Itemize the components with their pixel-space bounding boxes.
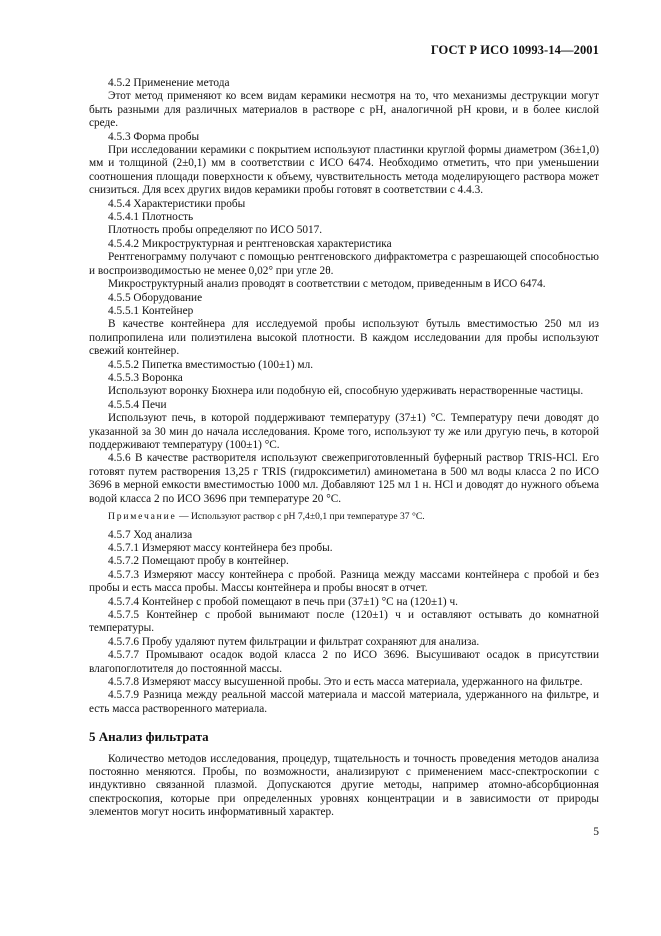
document-header: ГОСТ Р ИСО 10993-14—2001 bbox=[430, 43, 599, 57]
note-label: Примечание bbox=[108, 511, 177, 522]
paragraph: Используют воронку Бюхнера или подобную ей, способную удерживать нерастворенные частицы. bbox=[108, 385, 584, 398]
section-5-title: 5 Анализ фильтрата bbox=[89, 729, 209, 745]
paragraph: 4.5.7.3 Измеряют массу контейнера с пробой. Разница между массами контейнера с пробой и без пробы и есть масса пробы. Массы контейнера и пробы вносят в отчет. bbox=[89, 568, 599, 595]
paragraph: Этот метод применяют ко всем видам керамики несмотря на то, что механизмы деструкции могут быть разными для различных материалов в растворе с pH, аналогичной pH крови, и в более кислой среде. bbox=[89, 90, 599, 130]
paragraph: 4.5.7.9 Разница между реальной массой материала и массой материала, удержанного на фильтре, и есть масса растворенного материала. bbox=[89, 689, 599, 715]
paragraph: 4.5.7.5 Контейнер с пробой вынимают после (120±1) ч и оставляют остывать до комнатной температуры. bbox=[89, 608, 599, 635]
paragraph: Рентгенограмму получают с помощью рентгеновского дифрактометра с разрешающей способностью и воспроизводимостью не менее 0,02° при угле 2θ. bbox=[89, 251, 599, 277]
paragraph: 4.5.4.1 Плотность bbox=[108, 211, 194, 224]
paragraph: В качестве контейнера для исследуемой пробы используют бутыль вместимостью 250 мл из полипропилена или полиэтилена высокой плотности. В каждом исследовании для пробы используют свежий контейнер. bbox=[89, 318, 599, 358]
paragraph: Микроструктурный анализ проводят в соответствии с методом, приведенным в ИСО 6474. bbox=[108, 278, 546, 291]
note-text: — Используют раствор с pH 7,4±0,1 при температуре 37 °С. bbox=[176, 511, 425, 522]
paragraph: 4.5.5.3 Воронка bbox=[108, 371, 183, 384]
paragraph: 4.5.3 Форма пробы bbox=[108, 130, 200, 143]
section-5-text: Количество методов исследования, процедур, тщательность и точность проведения методов анализа постоянно меняются. Пробы, по возможности, анализируют с применением масс-спектроскопии с индуктивно связанной плазмой. Допускаются другие методы, например атомно-абсорбционная спектроскопия, которые при определенных уровнях концентрации и в зависимости от природы элементов могут носить информативный характер. bbox=[89, 752, 599, 819]
paragraph: 4.5.5.4 Печи bbox=[108, 398, 167, 411]
document-body bbox=[89, 77, 599, 820]
page-number: 5 bbox=[593, 826, 599, 838]
paragraph: 4.5.4 Характеристики пробы bbox=[108, 197, 246, 210]
paragraph: 4.5.7.7 Промывают осадок водой класса 2 по ИСО 3696. Высушивают осадок в присутствии влагопоглотителя до постоянной массы. bbox=[89, 649, 599, 675]
paragraph: 4.5.4.2 Микроструктурная и рентгеновская характеристика bbox=[108, 237, 392, 250]
paragraph: При исследовании керамики с покрытием используют пластинки круглой формы диаметром (36±1,0) мм и толщиной (2±0,1) мм в соответствии с ИСО 6474. Необходимо отметить, что при уменьшении соотношения площади поверхности к объему, чувствительность метода моделирующего раствора может снизиться. Для всех других видов керамики пробы готовят в соответствии с 4.4.3. bbox=[89, 144, 599, 197]
paragraph: 4.5.7.8 Измеряют массу высушенной пробы. Это и есть масса материала, удержанного на фильтре. bbox=[108, 675, 583, 688]
paragraph: Используют печь, в которой поддерживают температуру (37±1) °С. Температуру печи доводят до указанной за 30 мин до начала исследования. Кроме того, используют ту же или другую печь, в которой поддерживают температуру (100±1) °С. bbox=[89, 412, 599, 451]
paragraph: 4.5.5.2 Пипетка вместимостью (100±1) мл. bbox=[108, 358, 314, 371]
paragraph: 4.5.7.1 Измеряют массу контейнера без пробы. bbox=[108, 541, 333, 554]
paragraph: 4.5.7 Ход анализа bbox=[108, 528, 193, 541]
paragraph: 4.5.5.1 Контейнер bbox=[108, 304, 194, 317]
note bbox=[89, 511, 599, 524]
paragraph: 4.5.7.6 Пробу удаляют путем фильтрации и фильтрат сохраняют для анализа. bbox=[108, 635, 480, 648]
paragraph: 4.5.2 Применение метода bbox=[108, 77, 230, 89]
paragraph: 4.5.5 Оборудование bbox=[108, 291, 203, 304]
paragraph-group-2 bbox=[89, 529, 599, 717]
paragraph: Плотность пробы определяют по ИСО 5017. bbox=[108, 224, 323, 237]
paragraph-group-1 bbox=[89, 77, 599, 506]
paragraph: 4.5.7.2 Помещают пробу в контейнер. bbox=[108, 555, 289, 568]
paragraph: 4.5.7.4 Контейнер с пробой помещают в печь при (37±1) °С на (120±1) ч. bbox=[108, 595, 458, 608]
paragraph: 4.5.6 В качестве растворителя используют свежеприготовленный буферный раствор TRIS-HCl. Его готовят путем растворения 13,25 г TRIS (гидроксиметил) аминометана в 500 мл воды класса 2 по ИСО 3696 в мерной емкости вместимостью 1000 мл. Добавляют 125 мл 1 н. HCl и доводят до нужного объема водой класса 2 по ИСО 3696 при температуре 20 °С. bbox=[89, 452, 599, 505]
